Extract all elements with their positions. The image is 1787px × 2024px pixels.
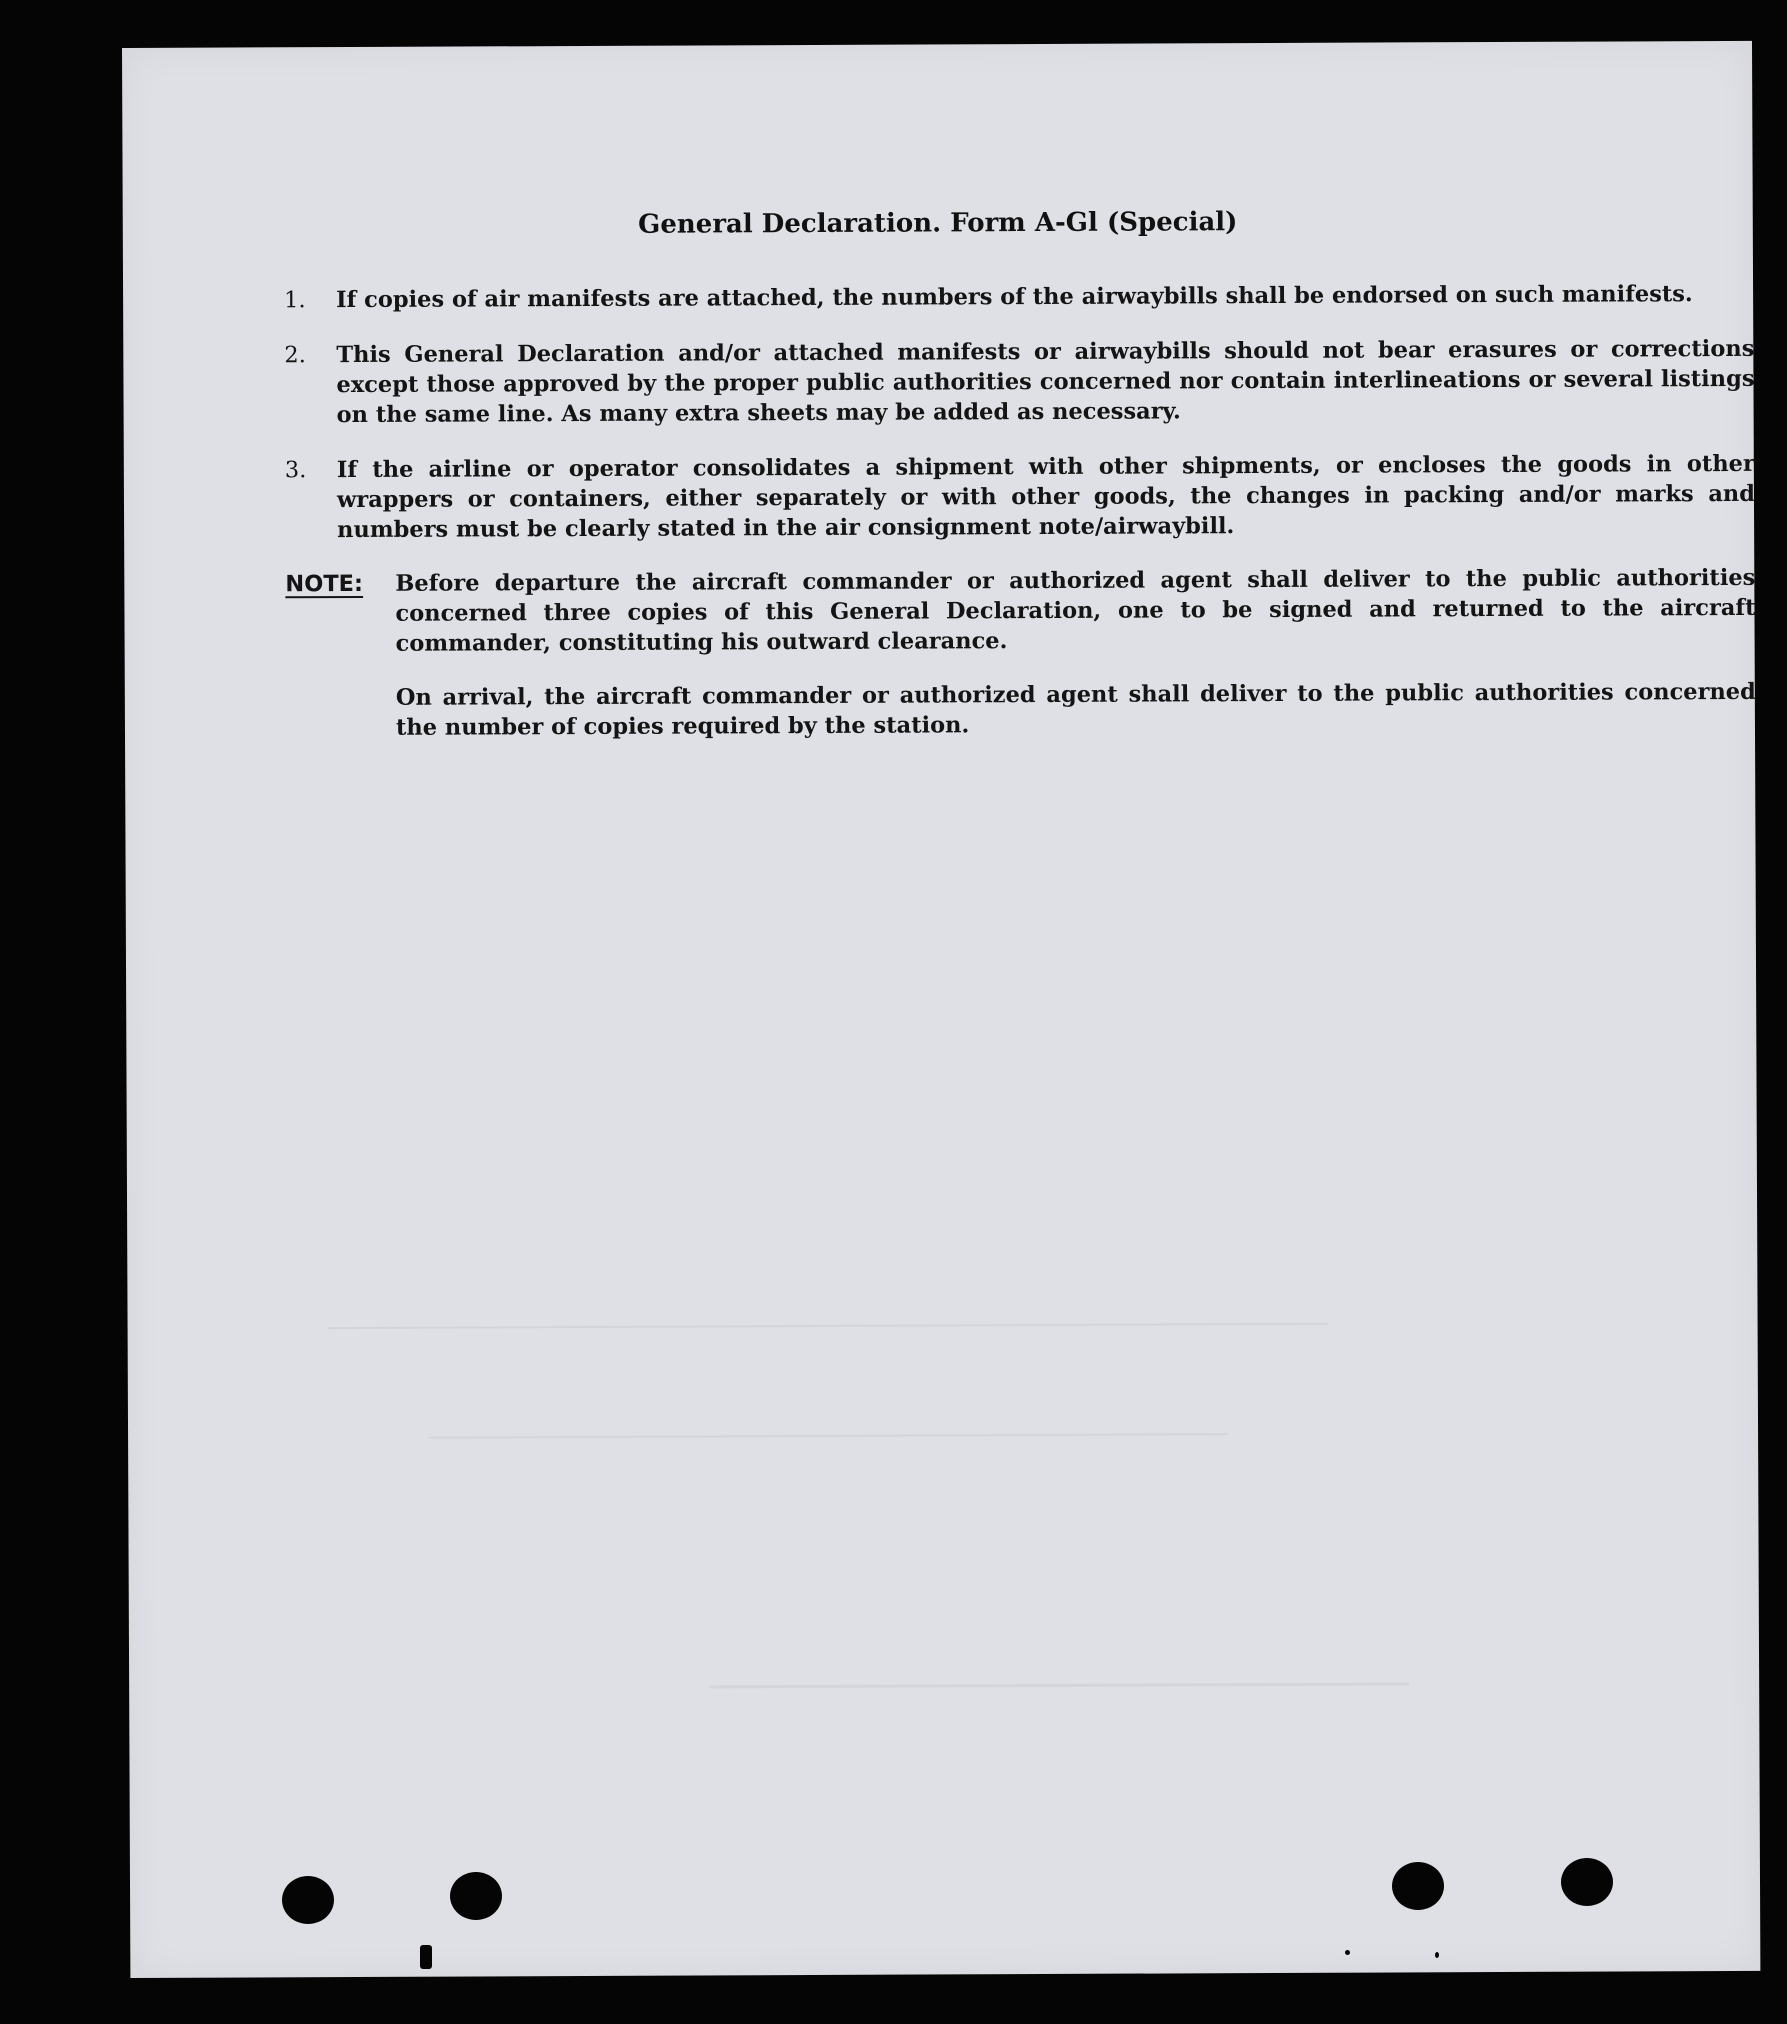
instruction-item-2 bbox=[284, 334, 1754, 430]
punch-hole bbox=[1392, 1862, 1444, 1910]
punch-hole bbox=[282, 1876, 334, 1924]
instruction-item-3 bbox=[285, 449, 1755, 545]
note-paragraph-arrival: On arrival, the aircraft commander or authorized agent shall deliver to the public authorities concerned the number of copies required by the station. bbox=[395, 678, 1756, 741]
dust-speck bbox=[1345, 1950, 1350, 1955]
form-title: General Declaration. Form A-Gl (Special) bbox=[638, 207, 1238, 240]
item-text: If copies of air manifests are attached, the numbers of the airwaybills shall be endorsed on such manifests. bbox=[336, 281, 1693, 314]
bleed-through-mark bbox=[709, 1682, 1409, 1738]
bleed-through-mark bbox=[328, 1323, 1328, 1329]
punch-hole bbox=[450, 1872, 502, 1920]
note-label: NOTE: bbox=[285, 570, 364, 598]
dust-speck bbox=[420, 1945, 432, 1969]
note-paragraph-departure: Before departure the aircraft commander or authorized agent shall deliver to the public authorities concerned three copies of this General Declaration, one to be signed and returned to the aircraft commander, constituting his outward clearance. bbox=[395, 564, 1756, 657]
bleed-through-mark bbox=[428, 1433, 1228, 1438]
instruction-item-1 bbox=[284, 279, 1754, 315]
dust-speck bbox=[1435, 1952, 1439, 1958]
note-section bbox=[285, 563, 1756, 743]
item-text: This General Declaration and/or attached manifests or airwaybills should not bear erasures or corrections except those approved by the proper public authorities concerned nor contain interlineations or several listings on the same line. As many extra sheets may be added as necessary. bbox=[336, 335, 1755, 429]
item-number: 3. bbox=[284, 457, 307, 484]
item-number: 1. bbox=[284, 287, 306, 314]
punch-hole bbox=[1561, 1858, 1613, 1906]
document-page bbox=[122, 41, 1760, 1978]
item-number: 2. bbox=[284, 342, 306, 369]
item-text: If the airline or operator consolidates a shipment with other shipments, or encloses the goods in other wrappers or containers, either separately or with other goods, the changes in packing and/or marks and numbers must be clearly stated in the air consignment note/airwaybill. bbox=[336, 450, 1756, 544]
